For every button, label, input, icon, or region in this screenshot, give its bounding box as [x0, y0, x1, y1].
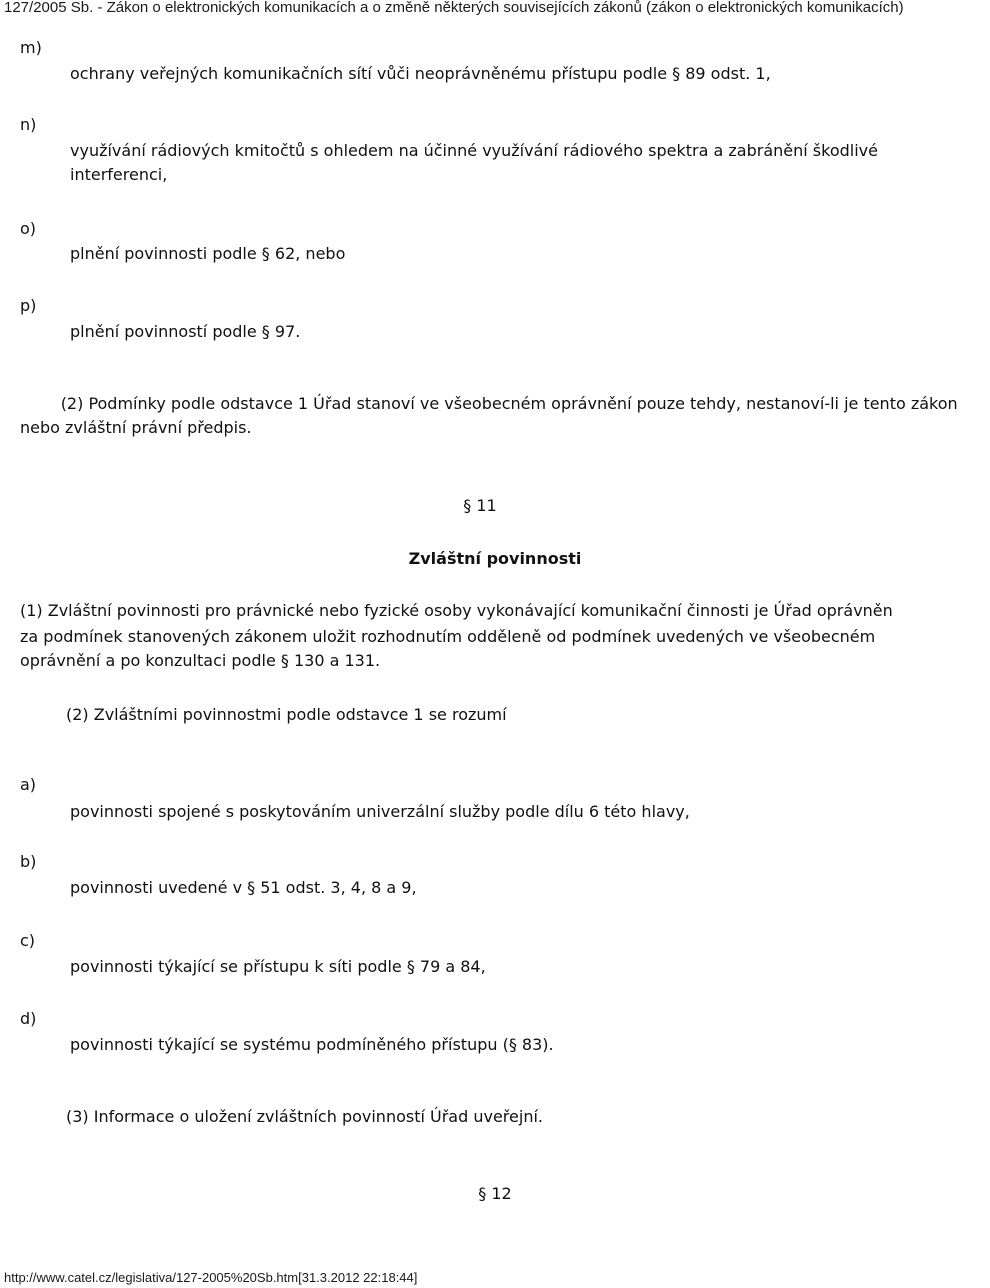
list-item-letter: m) [20, 38, 42, 57]
list-item-text: plnění povinností podle § 97. [70, 322, 301, 341]
s11-paragraph-3: (3) Informace o uložení zvláštních povinností Úřad uveřejní. [66, 1107, 543, 1126]
list-item-text: plnění povinnosti podle § 62, nebo [70, 244, 346, 263]
list-item-text: využívání rádiových kmitočtů s ohledem na účinné využívání rádiového spektra a zabránění škodlivé interferenci, [70, 141, 878, 184]
list-item-text: povinnosti týkající se přístupu k síti podle § 79 a 84, [70, 957, 486, 976]
paragraph-2: (2) Podmínky podle odstavce 1 Úřad stanoví ve všeobecném oprávnění pouze tehdy, nestanoví-li je tento zákon nebo zvláštní právní předpis. [20, 394, 963, 437]
list-item-letter: a) [20, 775, 37, 794]
list-item-letter: p) [20, 296, 37, 315]
list-item-text: povinnosti uvedené v § 51 odst. 3, 4, 8 a 9, [70, 878, 417, 897]
next-section-number: § 12 [478, 1184, 512, 1203]
section-title: Zvláštní povinnosti [408, 549, 582, 568]
list-item-text: povinnosti týkající se systému podmíněného přístupu (§ 83). [70, 1035, 554, 1054]
list-item-text: ochrany veřejných komunikačních sítí vůči neoprávněnému přístupu podle § 89 odst. 1, [70, 64, 771, 83]
section-number: § 11 [463, 496, 497, 515]
s11-paragraph-1-line1: (1) Zvláštní povinnosti pro právnické nebo fyzické osoby vykonávající komunikační činnosti je Úřad oprávněn [20, 601, 893, 620]
list-item-letter: o) [20, 219, 37, 238]
list-item-letter: d) [20, 1009, 37, 1028]
page-header-title: 127/2005 Sb. - Zákon o elektronických komunikacích a o změně některých souvisejících zákonů (zákon o elektronických komunikacích) [4, 0, 904, 16]
list-item-letter: n) [20, 115, 37, 134]
page-footer-url: http://www.catel.cz/legislativa/127-2005%20Sb.htm[31.3.2012 22:18:44] [4, 1270, 418, 1285]
s11-paragraph-1-rest: za podmínek stanovených zákonem uložit rozhodnutím odděleně od podmínek uvedených ve všeobecném oprávnění a po konzultaci podle § 130 a 131. [20, 627, 881, 670]
list-item-letter: b) [20, 852, 37, 871]
s11-paragraph-2: (2) Zvláštními povinnostmi podle odstavce 1 se rozumí [66, 705, 507, 724]
list-item-text: povinnosti spojené s poskytováním univerzální služby podle dílu 6 této hlavy, [70, 802, 690, 821]
list-item-letter: c) [20, 931, 36, 950]
